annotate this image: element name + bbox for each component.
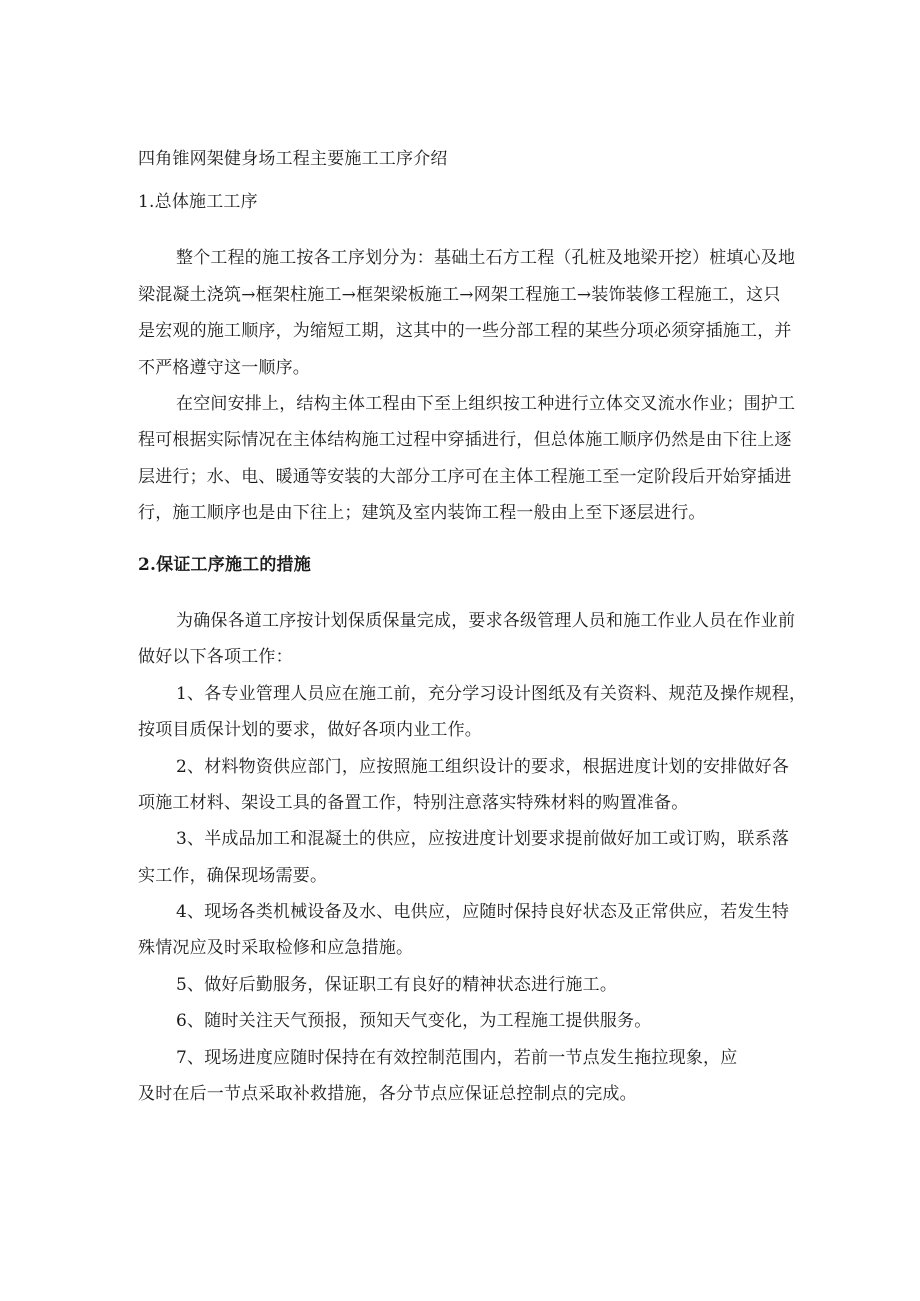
paragraph-line: 做好以下各项工作：	[138, 647, 293, 667]
paragraph-line: 项施工材料、架设工具的备置工作，特别注意落实特殊材料的购置准备。	[138, 793, 689, 813]
paragraph-line: 梁混凝土浇筑→框架柱施工→框架梁板施工→网架工程施工→装饰装修工程施工，这只	[138, 285, 781, 305]
paragraph-line: 是宏观的施工顺序，为缩短工期，这其中的一些分部工程的某些分项必须穿插施工，并	[138, 321, 792, 341]
paragraph-line: 行，施工顺序也是由下往上；建筑及室内装饰工程一般由上至下逐层进行。	[138, 503, 706, 523]
paragraph-line: 及时在后一节点采取补救措施，各分节点应保证总控制点的完成。	[138, 1084, 637, 1104]
paragraph-line: 7、现场进度应随时保持在有效控制范围内，若前一节点发生拖拉现象，应	[176, 1048, 738, 1068]
paragraph-line: 程可根据实际情况在主体结构施工过程中穿插进行，但总体施工顺序仍然是由下往上逐	[138, 430, 792, 450]
section-1-heading: 1.总体施工工序	[138, 192, 258, 212]
paragraph-line: 整个工程的施工按各工序划分为：基础土石方工程（孔桩及地梁开挖）桩填心及地	[176, 248, 796, 268]
paragraph-line: 按项目质保计划的要求，做好各项内业工作。	[138, 720, 482, 740]
paragraph-line: 殊情况应及时采取检修和应急措施。	[138, 938, 414, 958]
paragraph-line: 6、随时关注天气预报，预知天气变化，为工程施工提供服务。	[176, 1011, 652, 1031]
paragraph-line: 1、各专业管理人员应在施工前，充分学习设计图纸及有关资料、规范及操作规程，	[176, 684, 807, 704]
paragraph-line: 为确保各道工序按计划保质保量完成，要求各级管理人员和施工作业人员在作业前	[176, 611, 796, 631]
paragraph-line: 不严格遵守这一顺序。	[138, 358, 310, 378]
paragraph-line: 层进行；水、电、暖通等安装的大部分工序可在主体工程施工至一定阶段后开始穿插进	[138, 467, 792, 487]
paragraph-line: 3、半成品加工和混凝土的供应，应按进度计划要求提前做好加工或订购，联系落	[176, 829, 790, 849]
paragraph-line: 4、现场各类机械设备及水、电供应，应随时保持良好状态及正常供应，若发生特	[176, 902, 790, 922]
section-2-heading: 2.保证工序施工的措施	[138, 555, 311, 575]
paragraph-line: 2、材料物资供应部门，应按照施工组织设计的要求，根据进度计划的安排做好各	[176, 757, 790, 777]
paragraph-line: 5、做好后勤服务，保证职工有良好的精神状态进行施工。	[176, 975, 618, 995]
paragraph-line: 在空间安排上，结构主体工程由下至上组织按工种进行立体交叉流水作业；围护工	[176, 394, 796, 414]
document-title: 四角锥网架健身场工程主要施工工序介绍	[138, 149, 448, 169]
paragraph-line: 实工作，确保现场需要。	[138, 866, 328, 886]
